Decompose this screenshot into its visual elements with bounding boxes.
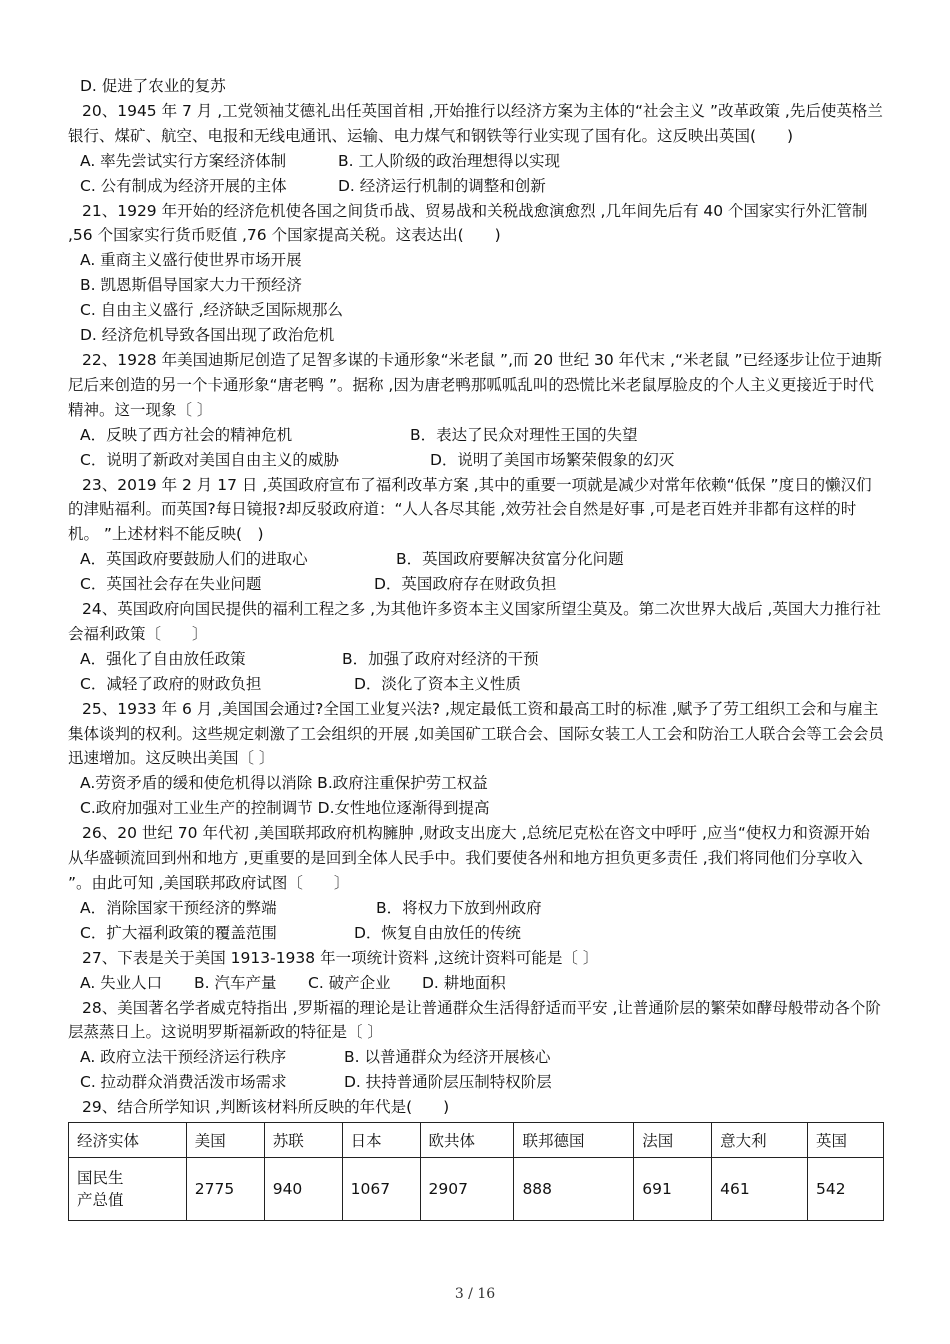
answer-option: B. 以普通群众为经济开展核心	[344, 1048, 551, 1067]
answer-option-line	[68, 896, 884, 921]
answer-option-line	[68, 1045, 884, 1070]
answer-option: C.政府加强对工业生产的控制调节 D.女性地位逐渐得到提高	[80, 799, 490, 818]
gnp-table	[68, 1122, 884, 1221]
answer-option: A．消除国家干预经济的弊端	[80, 898, 277, 917]
table-header-row	[69, 1123, 884, 1158]
answer-option: C．减轻了政府的财政负担	[80, 674, 262, 693]
table-row	[69, 1158, 884, 1221]
document-page	[68, 74, 884, 1221]
answer-option: B．将权力下放到州政府	[376, 898, 542, 917]
table-header-cell: 联邦德国	[514, 1123, 634, 1158]
answer-option-line	[68, 149, 884, 174]
answer-option-line	[68, 273, 884, 298]
answer-option: D. 耕地面积	[422, 973, 506, 992]
answer-option: B. 工人阶级的政治理想得以实现	[338, 151, 560, 170]
table-cell: 940	[264, 1158, 342, 1221]
answer-option: A. 政府立法干预经济运行秩序	[80, 1048, 287, 1067]
question-stem: 27、下表是关于美国 1913-1938 年一项统计资料 ,这统计资料可能是〔 〕	[82, 948, 599, 967]
page-number: 3 / 16	[454, 1286, 496, 1302]
answer-option: C. 破产企业	[308, 973, 391, 992]
answer-option-line	[68, 174, 884, 199]
answer-option-line	[68, 921, 884, 946]
answer-option: B. 凯恩斯倡导国家大力干预经济	[80, 276, 302, 295]
table-header-cell: 欧共体	[420, 1123, 514, 1158]
answer-option: D．英国政府存在财政负担	[374, 575, 557, 594]
question-stem: 25、1933 年 6 月 ,美国国会通过?全国工业复兴法? ,规定最低工资和最高工时的标准 ,赋予了劳工组织工会和与雇主集体谈判的权利。这些规定刺激了工会组织的开展 ,如美国矿工联合会、国际女装工人工会和防治工人联合会等工会会员迅速增加。这反映出美国〔 〕	[68, 699, 884, 768]
answer-option: A.劳资矛盾的缓和使危机得以消除 B.政府注重保护劳工权益	[80, 774, 488, 793]
question-stem: 29、结合所学知识 ,判断该材料所反映的年代是( )	[82, 1098, 450, 1117]
answer-option: B．表达了民众对理性王国的失望	[410, 425, 638, 444]
table-header-cell: 经济实体	[69, 1123, 187, 1158]
answer-option: C. 公有制成为经济开展的主体	[80, 176, 287, 195]
table-cell: 2775	[186, 1158, 264, 1221]
answer-option: D. 促进了农业的复苏	[80, 77, 226, 95]
question-stem: 28、美国著名学者威克特指出 ,罗斯福的理论是让普通群众生活得舒适而平安 ,让普通阶层的繁荣如酵母般带动各个阶层蒸蒸日上。这说明罗斯福新政的特征是〔 〕	[68, 998, 881, 1042]
answer-option: A. 重商主义盛行使世界市场开展	[80, 251, 302, 270]
answer-option: D. 经济运行机制的调整和创新	[338, 176, 546, 195]
answer-option: D. 扶持普通阶层压制特权阶层	[344, 1073, 552, 1092]
table-cell: 542	[808, 1158, 884, 1221]
answer-option-line	[68, 423, 884, 448]
answer-option: D. 经济危机导致各国出现了政治危机	[80, 326, 335, 345]
table-cell: 1067	[342, 1158, 420, 1221]
answer-option-line	[68, 248, 884, 273]
answer-option: C．扩大福利政策的覆盖范围	[80, 923, 277, 942]
question-stem: 24、英国政府向国民提供的福利工程之多 ,为其他许多资本主义国家所望尘莫及。第二次世界大战后 ,英国大力推行社会福利政策〔 〕	[68, 600, 881, 643]
answer-option-line	[68, 572, 884, 597]
table-cell: 2907	[420, 1158, 514, 1221]
row-label-line: 产总值	[77, 1191, 124, 1210]
answer-option: C. 自由主义盛行 ,经济缺乏国际规那么	[80, 301, 344, 320]
answer-option-line	[68, 971, 884, 996]
question-stem: 20、1945 年 7 月 ,工党领袖艾德礼出任英国首相 ,开始推行以经济方案为主体的“社会主义 ”改革政策 ,先后使英格兰银行、煤矿、航空、电报和无线电通讯、运输、电力煤气和钢铁等行业实现了国有化。这反映出英国( )	[68, 101, 883, 145]
question-stem: 26、20 世纪 70 年代初 ,美国联邦政府机构臃肿 ,财政支出庞大 ,总统尼克松在咨文中呼吁 ,应当“使权力和资源开始从华盛顿流回到州和地方 ,更重要的是回到全体人民手中。我们要使各州和地方担负更多责任 ,我们将同他们分享收入 ”。由此可知 ,美国联邦政府试图〔 〕	[68, 824, 870, 892]
answer-option: B. 汽车产量	[194, 973, 277, 992]
answer-option-line	[68, 74, 884, 99]
answer-option: D．说明了美国市场繁荣假象的幻灭	[430, 450, 675, 469]
answer-option: A. 率先尝试实行方案经济体制	[80, 151, 287, 170]
answer-option-line	[68, 323, 884, 348]
question-stem: 23、2019 年 2 月 17 日 ,英国政府宣布了福利改革方案 ,其中的重要一项就是减少对常年依赖“低保 ”度日的懒汉们的津贴福利。而英国?每日镜报?却反驳政府道：“人人各尽其能 ,效劳社会自然是好事 ,可是老百姓并非都有这样的时机。 ”上述材料不能反映( )	[68, 475, 872, 544]
answer-option: C. 拉动群众消费活泼市场需求	[80, 1073, 287, 1092]
question-text	[68, 74, 884, 1120]
table-header-cell: 意大利	[712, 1123, 808, 1158]
answer-option: B．加强了政府对经济的干预	[342, 649, 539, 668]
answer-option: A. 失业人口	[80, 973, 163, 992]
row-label-line: 国民生	[77, 1169, 124, 1188]
table-cell: 461	[712, 1158, 808, 1221]
answer-option: A．强化了自由放任政策	[80, 649, 246, 668]
table-header-cell: 美国	[186, 1123, 264, 1158]
answer-option: B．英国政府要解决贫富分化问题	[396, 550, 624, 569]
table-cell: 691	[634, 1158, 712, 1221]
answer-option-line	[68, 448, 884, 473]
table-header-cell: 苏联	[264, 1123, 342, 1158]
answer-option-line	[68, 771, 884, 796]
answer-option: A．反映了西方社会的精神危机	[80, 425, 293, 444]
table-row-label	[69, 1158, 187, 1221]
answer-option: C．英国社会存在失业问题	[80, 575, 262, 594]
table-header-cell: 日本	[342, 1123, 420, 1158]
answer-option-line	[68, 298, 884, 323]
answer-option-line	[68, 1070, 884, 1095]
table-cell: 888	[514, 1158, 634, 1221]
answer-option: D．淡化了资本主义性质	[354, 674, 521, 693]
question-stem: 22、1928 年美国迪斯尼创造了足智多谋的卡通形象“米老鼠 ”,而 20 世纪 30 年代末 ,“米老鼠 ”已经逐步让位于迪斯尼后来创造的另一个卡通形象“唐老鸭 ”。据称 ,因为唐老鸭那呱呱乱叫的恐慌比米老鼠厚脸皮的个人主义更接近于时代精神。这一现象〔 〕	[68, 350, 883, 419]
answer-option-line	[68, 647, 884, 672]
answer-option: C．说明了新政对美国自由主义的威胁	[80, 450, 339, 469]
table-header-cell: 法国	[634, 1123, 712, 1158]
answer-option: D．恢复自由放任的传统	[354, 923, 521, 942]
answer-option: A．英国政府要鼓励人们的进取心	[80, 550, 308, 569]
answer-option-line	[68, 547, 884, 572]
table-header-cell: 英国	[808, 1123, 884, 1158]
answer-option-line	[68, 796, 884, 821]
answer-option-line	[68, 672, 884, 697]
question-stem: 21、1929 年开始的经济危机使各国之间货币战、贸易战和关税战愈演愈烈 ,几年间先后有 40 个国家实行外汇管制 ,56 个国家实行货币贬值 ,76 个国家提高关税。这表达出( )	[68, 201, 868, 245]
